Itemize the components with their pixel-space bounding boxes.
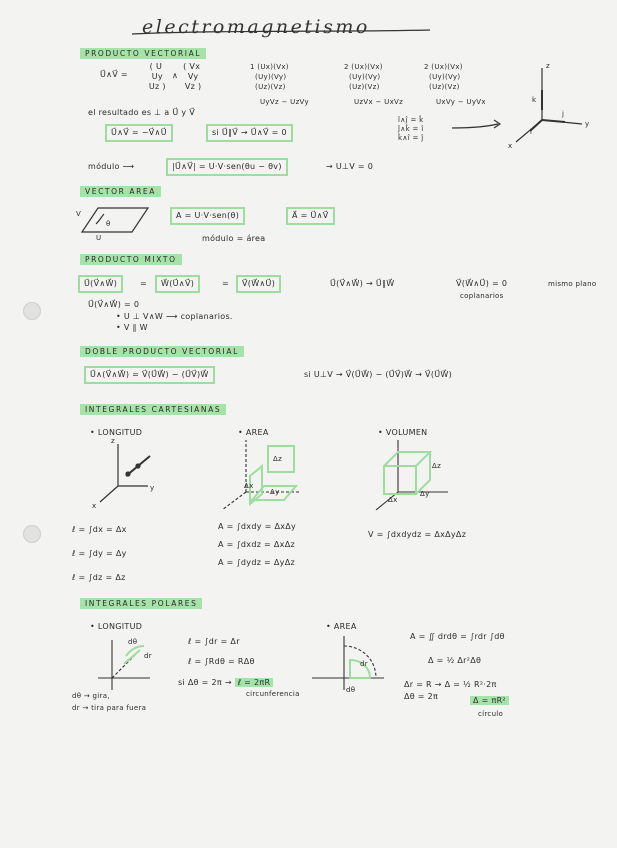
heading-vector-area: VECTOR AREA bbox=[80, 186, 161, 197]
area-dz-label: Δz bbox=[273, 455, 283, 463]
cart-longitud-label: • LONGITUD bbox=[90, 428, 143, 437]
mixed-bullet-1: • U ⊥ V∧W ⟶ coplanarios. bbox=[116, 312, 233, 321]
dtheta-note: dθ → gira, bbox=[72, 692, 110, 700]
matrix-v: ( Vx Vy Vz ) bbox=[183, 62, 202, 91]
axis-y-label: y bbox=[585, 120, 590, 128]
circle-note: círculo bbox=[478, 710, 504, 718]
mixed-rule-1: U⃗(V⃗∧W⃗) → U⃗∥W⃗ bbox=[330, 279, 395, 288]
cart-axis-y: y bbox=[150, 484, 155, 492]
polar-cond-1: Δr = R → Δ = ½ R²·2π bbox=[404, 680, 497, 689]
double-product-box: U⃗∧(V⃗∧W⃗) = V⃗(U⃗W⃗) − (U⃗V⃗)W⃗ bbox=[84, 366, 215, 384]
modulo-label: módulo ⟶ bbox=[88, 162, 135, 171]
cart-axis-x: x bbox=[92, 502, 97, 510]
polar-longitud-icon bbox=[98, 640, 150, 690]
area-formula-box: A = U·V·sen(θ) bbox=[170, 207, 245, 225]
vol-dz-label: Δz bbox=[432, 462, 442, 470]
axis-j-label: j bbox=[562, 110, 565, 118]
double-product-perp: si U⊥V → V⃗(U⃗W⃗) − (U⃗V⃗)W⃗ → V⃗(U⃗W⃗) bbox=[304, 370, 453, 379]
matrix-z-component: 2 (Ux)(Vx) (Uy)(Vy) (Uz)(Vz) bbox=[424, 63, 463, 91]
polar-area-label: • AREA bbox=[326, 622, 357, 631]
mixed-rule-2: V⃗(W⃗∧U⃗) = 0 bbox=[456, 279, 508, 288]
cart-vol-formula: V = ∫dxdydz = ΔxΔyΔz bbox=[368, 530, 467, 539]
polar-dtheta-label: dθ bbox=[128, 638, 138, 646]
heading-integrales-cartesianas: INTEGRALES CARTESIANAS bbox=[80, 404, 226, 415]
wedge-symbol: ∧ bbox=[172, 71, 179, 80]
equals-2: = bbox=[222, 279, 230, 288]
page-title: electromagnetismo bbox=[142, 16, 370, 38]
area-note: módulo = área bbox=[202, 234, 266, 243]
polar-long-formulas: ℓ = ∫dr = Δr ℓ = ∫Rdθ = RΔθ bbox=[188, 637, 255, 666]
mixed-zero-case: U⃗(V⃗∧W⃗) = 0 bbox=[88, 300, 140, 309]
polar-area-dtheta-label: dθ bbox=[346, 686, 356, 694]
cart-volumen-label: • VOLUMEN bbox=[378, 428, 428, 437]
heading-producto-mixto: PRODUCTO MIXTO bbox=[80, 254, 182, 265]
volume-box-icon bbox=[376, 440, 448, 510]
mixed-bullet-2: • V ∥ W bbox=[116, 323, 148, 332]
modulo-perp: → U⊥V = 0 bbox=[326, 162, 374, 171]
cart-area-label: • AREA bbox=[238, 428, 269, 437]
matrix-y-component: 2 (Ux)(Vx) (Uy)(Vy) (Uz)(Vz) bbox=[344, 63, 383, 91]
axis-i-label: i bbox=[530, 128, 533, 136]
circumference-highlight: ℓ = 2πR bbox=[235, 678, 274, 687]
heading-producto-vectorial: PRODUCTO VECTORIAL bbox=[80, 48, 206, 59]
area-dx-label: Δx bbox=[244, 482, 254, 490]
polar-cond-2: Δθ = 2π bbox=[404, 692, 439, 701]
perpendicular-note: el resultado es ⊥ a U⃗ y V⃗ bbox=[88, 108, 195, 117]
axis-k-label: k bbox=[532, 96, 537, 104]
axes-longitud-icon bbox=[100, 444, 150, 502]
parallelogram-v: V bbox=[76, 210, 82, 218]
parallelogram-u: U bbox=[96, 234, 102, 242]
vol-dx-label: Δx bbox=[388, 496, 398, 504]
vol-dy-label: Δy bbox=[420, 490, 430, 498]
parallelogram-icon bbox=[82, 208, 148, 232]
circumference-note: circunferencia bbox=[246, 690, 300, 698]
unit-vector-rules: î∧ĵ = k̂ ĵ∧k̂ = î k̂∧î = ĵ bbox=[398, 116, 424, 142]
parallel-box: si U⃗∥V⃗ → U⃗∧V⃗ = 0 bbox=[206, 124, 293, 142]
cart-long-formulas: ℓ = ∫dx = Δx ℓ = ∫dy = Δy ℓ = ∫dz = Δz bbox=[72, 525, 127, 582]
mismo-plano-note: mismo plano bbox=[548, 280, 597, 288]
matrix-u: ( U Uy Uz ) bbox=[148, 62, 166, 91]
polar-circ-condition: si Δθ = 2π → ℓ = 2πR bbox=[178, 678, 273, 687]
equals-1: = bbox=[140, 279, 148, 288]
coplanarios-note: coplanarios bbox=[460, 292, 504, 300]
cart-axis-z: z bbox=[111, 437, 115, 445]
anticommute-box: U⃗∧V⃗ = −V⃗∧U⃗ bbox=[105, 124, 173, 142]
mixed-term-3: V⃗(W⃗∧U⃗) bbox=[236, 275, 281, 293]
area-vector-box: A⃗ = U⃗∧V⃗ bbox=[286, 207, 335, 225]
axis-x-label: x bbox=[508, 142, 513, 150]
heading-integrales-polares: INTEGRALES POLARES bbox=[80, 598, 202, 609]
punch-hole-bottom bbox=[23, 525, 41, 543]
cart-area-formulas: A = ∫dxdy = ΔxΔy A = ∫dxdz = ΔxΔz A = ∫dydz = ΔyΔz bbox=[218, 522, 297, 567]
modulo-box: |U⃗∧V⃗| = U·V·sen(θu − θv) bbox=[166, 158, 288, 176]
result-z: UxVy − UyVx bbox=[436, 98, 486, 106]
area-dy-label: Δy bbox=[270, 488, 280, 496]
circle-area-highlight: Δ = πR² bbox=[470, 696, 509, 705]
parallelogram-theta: θ bbox=[106, 220, 111, 228]
mixed-term-1: U⃗(V⃗∧W⃗) bbox=[78, 275, 123, 293]
mixed-term-2: W⃗(U⃗∧V⃗) bbox=[155, 275, 200, 293]
area-planes-icon bbox=[222, 440, 300, 510]
polar-area-formula: A = ∬ drdθ = ∫rdr ∫dθ bbox=[410, 632, 505, 641]
polar-dr-label: dr bbox=[144, 652, 152, 660]
polar-area-icon bbox=[312, 636, 384, 690]
result-y: UzVx − UxVz bbox=[354, 98, 404, 106]
polar-area-dr-label: dr bbox=[360, 660, 368, 668]
polar-longitud-label: • LONGITUD bbox=[90, 622, 143, 631]
dr-note: dr → tira para fuera bbox=[72, 704, 147, 712]
polar-delta-formula: Δ = ½ Δr²Δθ bbox=[428, 656, 482, 665]
axis-z-label: z bbox=[546, 62, 550, 70]
cross-product-lhs: U⃗∧V⃗ = bbox=[100, 70, 128, 79]
matrix-x-component: 1 (Ux)(Vx) (Uy)(Vy) (Uz)(Vz) bbox=[250, 63, 289, 91]
heading-doble-producto: DOBLE PRODUCTO VECTORIAL bbox=[80, 346, 244, 357]
punch-hole-top bbox=[23, 302, 41, 320]
result-x: UyVz − UzVy bbox=[260, 98, 309, 106]
